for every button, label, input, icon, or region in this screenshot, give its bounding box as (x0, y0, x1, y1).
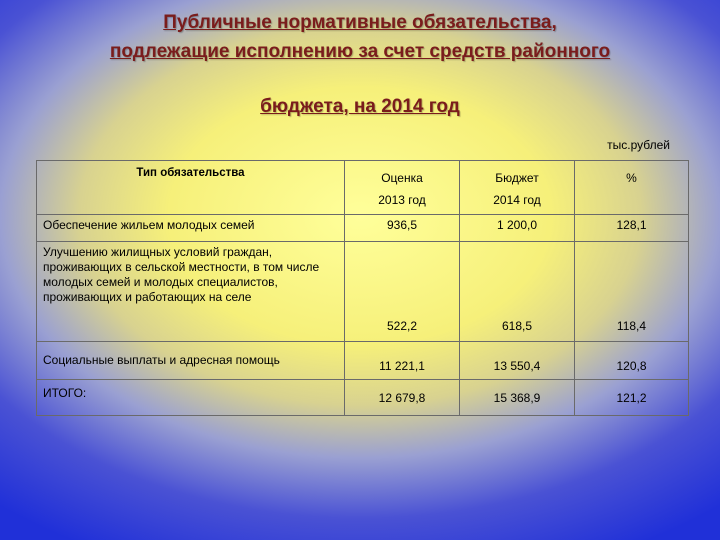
header-estimate-line1: Оценка (381, 171, 423, 185)
table-row-total (37, 380, 689, 416)
row-budget: 1 200,0 (460, 215, 575, 242)
row-percent: 120,8 (575, 342, 689, 380)
title-line-3: бюджета, на 2014 год (260, 96, 460, 117)
row-label: Улучшению жилищных условий граждан, проживающих в сельской местности, в том числе молодых семей и молодых специалистов, проживающих и работающих на селе (37, 242, 345, 342)
header-type: Тип обязательства (37, 161, 345, 215)
title-line-2: подлежащие исполнению за счет средств районного (109, 41, 611, 62)
header-percent: % (575, 161, 689, 215)
units-label: тыс.рублей (607, 138, 670, 152)
title-line-1: Публичные нормативные обязательства, (163, 12, 557, 33)
row-percent: 121,2 (575, 380, 689, 416)
slide-title (0, 8, 720, 121)
header-budget-line1: Бюджет (495, 171, 539, 185)
row-estimate: 11 221,1 (345, 342, 460, 380)
row-label: Обеспечение жильем молодых семей (37, 215, 345, 242)
header-estimate (345, 161, 460, 215)
row-budget: 618,5 (460, 242, 575, 342)
header-budget (460, 161, 575, 215)
row-estimate: 12 679,8 (345, 380, 460, 416)
obligations-table (36, 160, 689, 416)
row-label: ИТОГО: (37, 380, 345, 416)
row-budget: 15 368,9 (460, 380, 575, 416)
row-percent: 118,4 (575, 242, 689, 342)
row-estimate: 936,5 (345, 215, 460, 242)
table-row (37, 215, 689, 242)
table-row (37, 342, 689, 380)
table-header-row (37, 161, 689, 215)
row-budget: 13 550,4 (460, 342, 575, 380)
header-budget-line2: 2014 год (493, 193, 541, 207)
row-estimate: 522,2 (345, 242, 460, 342)
header-estimate-line2: 2013 год (378, 193, 426, 207)
table-row (37, 242, 689, 342)
row-percent: 128,1 (575, 215, 689, 242)
row-label: Социальные выплаты и адресная помощь (37, 342, 345, 380)
